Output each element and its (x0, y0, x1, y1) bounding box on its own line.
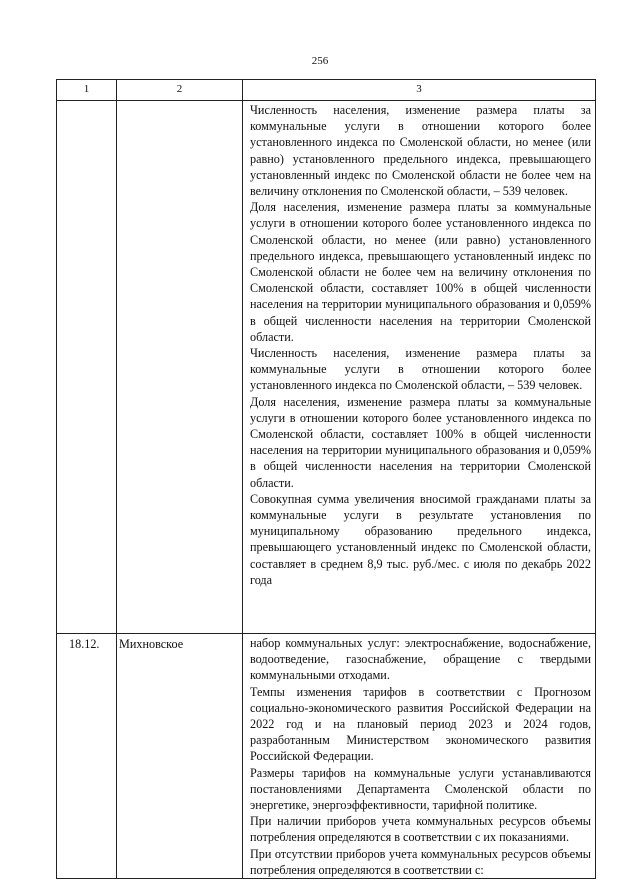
municipality-name-cell (117, 101, 243, 634)
paragraph: Доля населения, изменение размера платы за коммунальные услуги в отношении которого более установленного индекса по Смоленской области, но менее (или равно) установленного предельного индекса, превышающего установленный индекс по Смоленской области не более чем на величину отклонения по Смоленской области, составляет 100% в общей численности населения на территории муниципального образования и 0,059% в общей численности населения на территории Смоленской области. (250, 200, 591, 344)
paragraph: Численность населения, изменение размера платы за коммунальные услуги в отношении которого более установленного индекса по Смоленской области, но менее (или равно) установленного предельного индекса, превышающего установленный индекс по Смоленской области не более чем на величину отклонения по Смоленской области, – 539 человек. (250, 103, 591, 199)
row-number-cell: 18.12. (57, 634, 117, 879)
paragraph: При наличии приборов учета коммунальных ресурсов объемы потребления определяются в соответствии с их показаниями. (250, 814, 591, 845)
table-row (57, 101, 596, 634)
paragraph: Темпы изменения тарифов в соответствии с Прогнозом социально-экономического развития Российской Федерации на 2022 год и на плановый период 2023 и 2024 годов, разработанным Министерством экономического развития Российской Федерации. (250, 684, 591, 764)
paragraph: Доля населения, изменение размера платы за коммунальные услуги в отношении которого более установленного индекса по Смоленской области, составляет 100% в общей численности населения на территории муниципального образования и 0,059% в общей численности населения на территории Смоленской области. (250, 394, 591, 490)
column-header-2: 2 (117, 80, 243, 101)
column-header-3: 3 (243, 80, 596, 101)
paragraph: Совокупная сумма увеличения вносимой гражданами платы за коммунальные услуги в результате установления по муниципальному образованию предельного индекса, превышающего установленный индекс по Смоленской области, составляет в среднем 8,9 тыс. руб./мес. с июля по декабрь 2022 года (250, 491, 591, 587)
column-header-1: 1 (57, 80, 117, 101)
paragraph: Размеры тарифов на коммунальные услуги устанавливаются постановлениями Департамента Смоленской области по энергетике, энергоэффективности, тарифной политике. (250, 765, 591, 813)
table-row (57, 634, 596, 879)
paragraph: При отсутствии приборов учета коммунальных ресурсов объемы потребления определяются в соответствии с: (250, 846, 591, 877)
municipality-name-cell: Михновское (117, 634, 243, 879)
paragraph: набор коммунальных услуг: электроснабжение, водоснабжение, водоотведение, газоснабжение, обращение с твердыми коммунальными отходами. (250, 636, 591, 683)
page-number: 256 (311, 55, 329, 67)
document-table (56, 79, 596, 879)
row-number-cell (57, 101, 117, 634)
description-cell (243, 634, 596, 879)
description-cell (243, 101, 596, 634)
table-header-row (57, 80, 596, 101)
paragraph: Численность населения, изменение размера платы за коммунальные услуги в отношении которого более установленного индекса по Смоленской области, – 539 человек. (250, 346, 591, 393)
